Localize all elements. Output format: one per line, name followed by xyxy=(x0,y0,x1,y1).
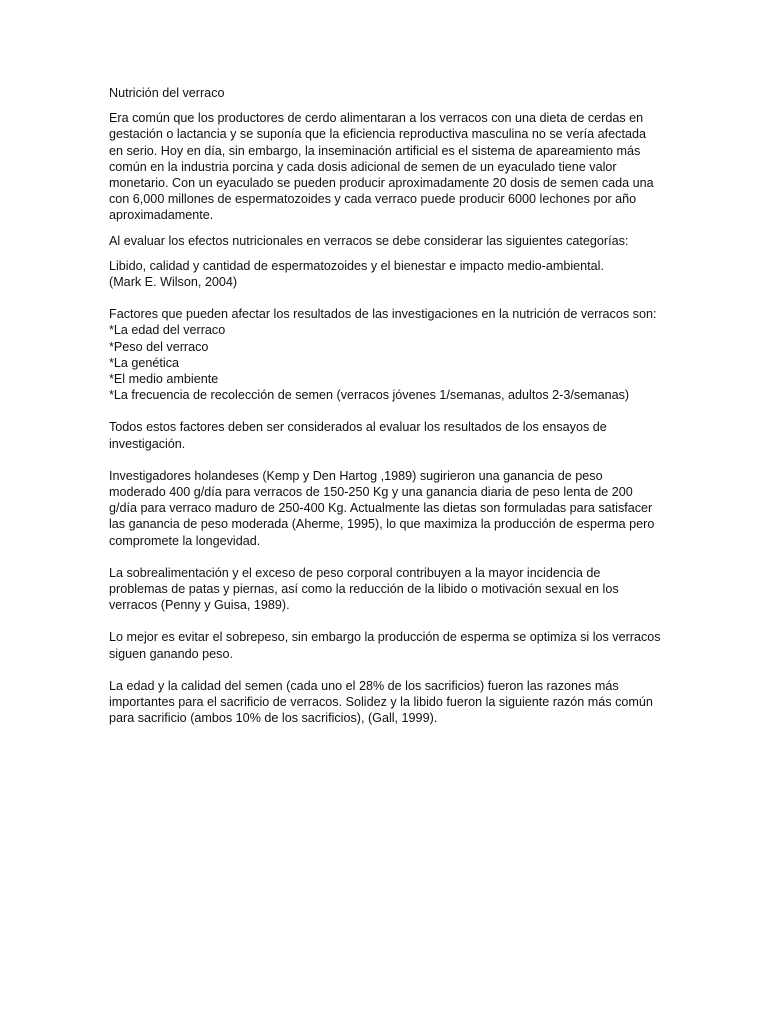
paragraph-intro: Era común que los productores de cerdo alimentaran a los verracos con una dieta de cerdas en gestación o lactancia y se suponía que la eficiencia reproductiva masculina no se vería afectada en serio. Hoy en día, sin embargo, la inseminación artificial es el sistema de apareamiento más común en la industria porcina y cada dosis adicional de semen de un eyaculado tiene valor monetario. Con un eyaculado se pueden producir aproximadamente 20 dosis de semen cada una con 6,000 millones de espermatozoides y cada verraco puede producir 6000 lechones por año aproximadamente. xyxy=(109,111,654,223)
list-item: *El medio ambiente xyxy=(109,372,219,387)
document-title: Nutrición del verraco xyxy=(109,86,225,100)
paragraph-culling: La edad y la calidad del semen (cada uno el 28% de los sacrificios) fueron las razones más importantes para el sacrificio de verracos. Solidez y la libido fueron la siguiente razón más común para sacrificio (ambos 10% de los sacrificios), (Gall, 1999). xyxy=(109,678,653,726)
list-item: *La frecuencia de recolección de semen (verracos jóvenes 1/semanas, adultos 2-3/semanas) xyxy=(109,388,630,403)
paragraph-weight-gain: Investigadores holandeses (Kemp y Den Hartog ,1989) sugirieron una ganancia de peso moderado 400 g/día para verracos de 150-250 Kg y una ganancia diaria de peso lenta de 200 g/día para verraco maduro de 250-400 Kg. Actualmente las dietas son formuladas para satisfacer las ganancia de peso moderada (Aherme, 1995), lo que maximiza la producción de esperma pero compromete la longevidad. xyxy=(109,468,655,548)
citation-wilson: (Mark E. Wilson, 2004) xyxy=(109,275,238,290)
categories-line: Libido, calidad y cantidad de espermatozoides y el bienestar e impacto medio-ambiental. xyxy=(109,258,604,273)
factors-section xyxy=(109,306,661,403)
paragraph-overfeeding: La sobrealimentación y el exceso de peso corporal contribuyen a la mayor incidencia de problemas de patas y piernas, así como la reducción de la libido o motivación sexual en los verracos (Penny y Guisa, 1989). xyxy=(109,565,619,613)
list-item: *La edad del verraco xyxy=(109,323,226,338)
list-item: *La genética xyxy=(109,355,180,370)
list-item: *Peso del verraco xyxy=(109,339,209,354)
paragraph-overweight: Lo mejor es evitar el sobrepeso, sin embargo la producción de esperma se optimiza si los verracos siguen ganando peso. xyxy=(109,630,661,661)
document-page xyxy=(109,85,661,743)
paragraph-categories xyxy=(109,258,661,290)
factors-intro: Factores que pueden afectar los resultados de las investigaciones en la nutrición de verracos son: xyxy=(109,307,657,322)
paragraph-categories-intro: Al evaluar los efectos nutricionales en verracos se debe considerar las siguientes categorías: xyxy=(109,233,629,248)
paragraph-factors-conclusion: Todos estos factores deben ser considerados al evaluar los resultados de los ensayos de investigación. xyxy=(109,420,607,451)
